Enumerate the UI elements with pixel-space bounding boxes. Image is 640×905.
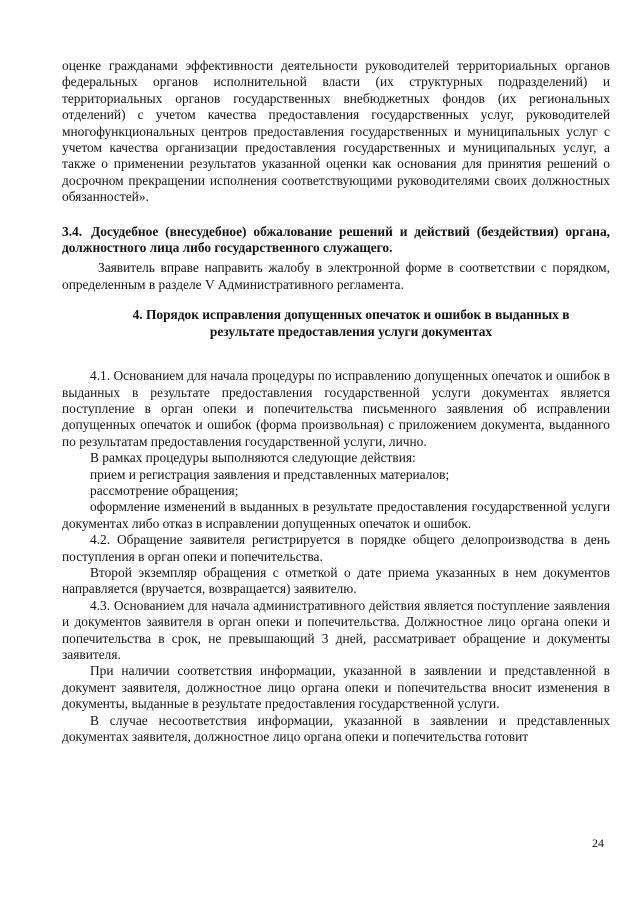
paragraph-actions-intro: В рамках процедуры выполняются следующие действия: xyxy=(90,450,416,466)
document-page-body xyxy=(62,58,610,745)
section-3-4-number: 3.4. xyxy=(62,223,83,239)
chapter-4-heading: 4. Порядок исправления допущенных опечаток и ошибок в выданных в результате предоставления услуги документах xyxy=(132,307,570,339)
paragraph-4-1: 4.1. Основанием для начала процедуры по исправлению допущенных опечаток и ошибок в выданных в результате предоставления государственной услуги документах является поступление в орган опеки и попечительства письменного заявления об исправлении допущенных опечаток и ошибок (форма произвольная) с приложением документа, выданного по результатам предоставления государственной услуги, лично. xyxy=(62,368,610,449)
paragraph-continuation: оценке гражданами эффективности деятельности руководителей территориальных органов федеральных органов исполнительной власти (их структурных подразделений) и территориальных органов государственных внебюджетных фондов (их региональных отделений) с учетом качества предоставления государственных услуг, руководителей многофункциональных центров предоставления государственных и муниципальных услуг с учетом качества организации предоставления государственных и муниципальных услуг, а также о применении результатов указанной оценки как основания для принятия решений о досрочном прекращении исполнения соответствующими руководителями своих должностных обязанностей». xyxy=(62,58,610,205)
paragraph-action-1: прием и регистрация заявления и представленных материалов; xyxy=(90,466,450,482)
paragraph-action-2: рассмотрение обращения; xyxy=(90,482,239,498)
paragraph-action-3: оформление изменений в выданных в результате предоставления государственной услуги документах либо отказ в исправлении допущенных опечаток и ошибок. xyxy=(62,499,610,531)
section-3-4-title: Досудебное (внесудебное) обжалование решений и действий (бездействия) органа, должностного лица либо государственного служащего. xyxy=(62,223,610,256)
section-3-4-text: Заявитель вправе направить жалобу в электронной форме в соответствии с порядком, определенным в разделе V Административного регламента. xyxy=(62,260,610,292)
paragraph-match: При наличии соответствия информации, указанной в заявлении и представленной в документ заявителя, должностное лицо органа опеки и попечительства вносит изменения в документы, выданные в результате предоставления государственной услуги. xyxy=(62,663,610,712)
paragraph-mismatch: В случае несоответствия информации, указанной в заявлении и представленных документах заявителя, должностное лицо органа опеки и попечительства готовит xyxy=(62,712,610,745)
section-3-4-heading xyxy=(62,224,610,257)
paragraph-second-copy: Второй экземпляр обращения с отметкой о дате приема указанных в нем документов направляется (вручается, возвращается) заявителю. xyxy=(62,564,610,597)
page-number: 24 xyxy=(592,836,604,850)
paragraph-4-2: 4.2. Обращение заявителя регистрируется в порядке общего делопроизводства в день поступления в орган опеки и попечительства. xyxy=(62,532,610,564)
paragraph-4-3: 4.3. Основанием для начала административного действия является поступление заявления и документов заявителя в орган опеки и попечительства. Должностное лицо органа опеки и попечительства в срок, не превышающий 3 дней, рассматривает обращение и документы заявителя. xyxy=(62,597,610,662)
